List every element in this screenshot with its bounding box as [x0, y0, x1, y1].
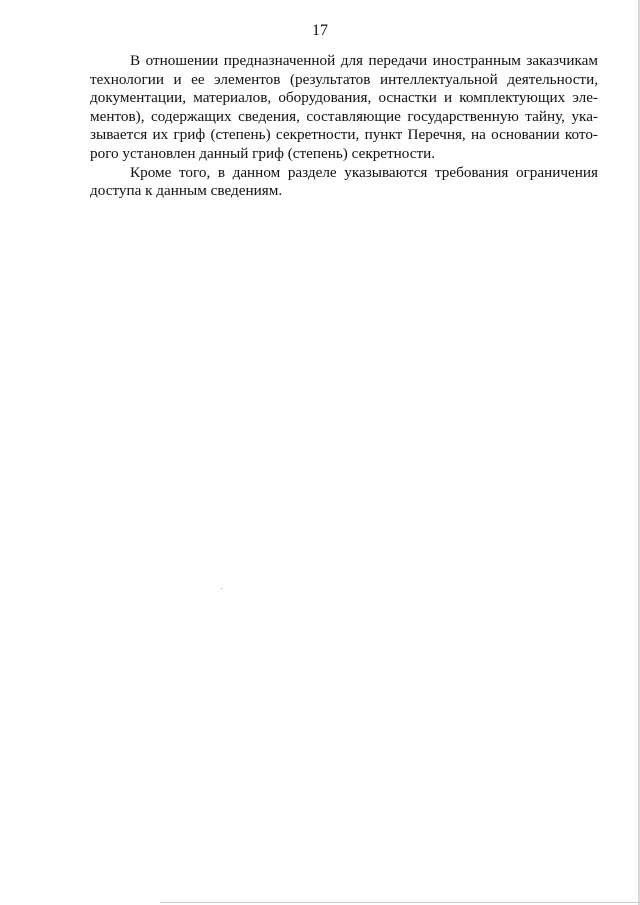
page-number: 17	[312, 22, 328, 39]
text-line: доступа к данным сведениям.	[90, 182, 283, 200]
scan-speck	[221, 588, 222, 589]
text-line: рого установлен данный гриф (степень) секретности.	[90, 144, 436, 162]
text-line: ментов), содержащих сведения, составляющие государственную тайну, ука-	[90, 107, 598, 125]
body-text	[90, 52, 598, 201]
text-line: В отношении предназначенной для передачи иностранным заказчикам	[130, 52, 598, 69]
text-line: зывается их гриф (степень) секретности, пункт Перечня, на основании кото-	[90, 126, 598, 144]
text-line: Кроме того, в данном разделе указываются требования ограничения	[130, 163, 598, 181]
paragraph-1	[90, 52, 598, 164]
scan-edge-bottom	[160, 902, 640, 903]
text-line: технологии и ее элементов (результатов интеллектуальной деятельности,	[90, 70, 598, 88]
paragraph-2	[90, 164, 598, 201]
text-line: документации, материалов, оборудования, оснастки и комплектующих эле-	[90, 89, 598, 107]
